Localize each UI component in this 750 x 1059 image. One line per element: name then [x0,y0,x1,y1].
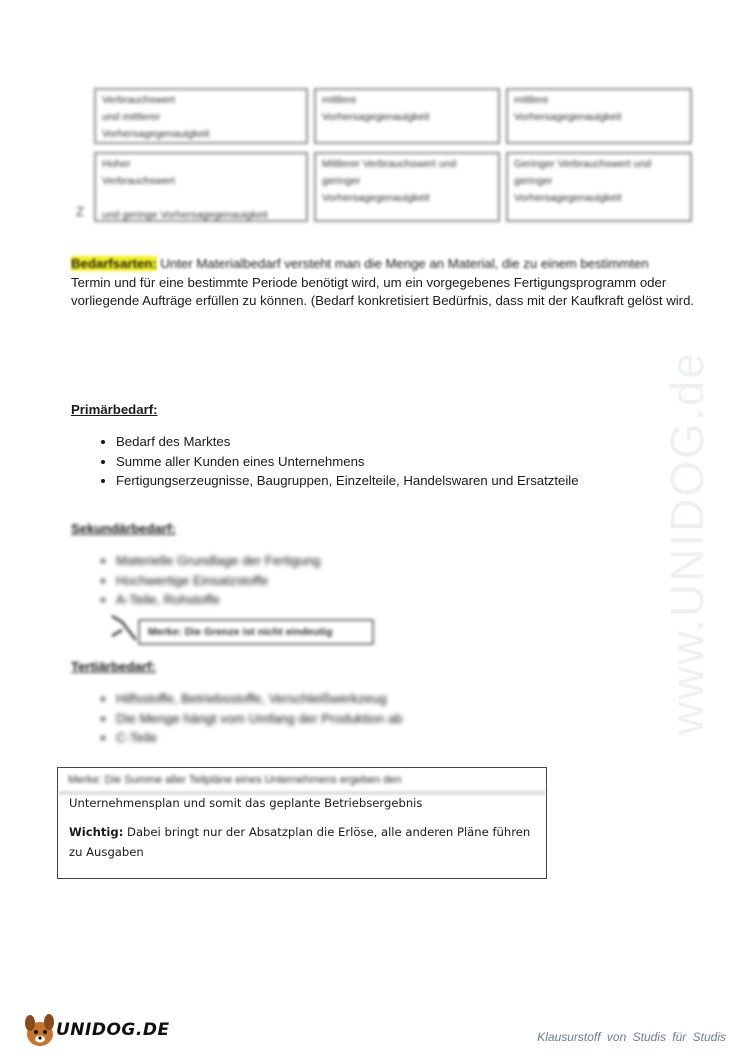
matrix-cell [94,152,308,222]
tertiaerbedarf-title: Tertiärbedarf: [71,659,156,674]
paragraph-body: Termin und für eine bestimmte Periode benötigt wird, um ein vorgegebenes Fertigungsprogramm oder vorliegende Aufträge erfüllen zu können. (Bedarf konkretisiert Bedürfnis, dass mit der Kaufkraft gelöst wird. [71,274,695,308]
list-item: • C-Teile [116,728,403,748]
matrix-cell-line: Vorhersagegenauigkeit [514,111,622,123]
wichtig-text [69,822,539,862]
matrix-cell-line: Mittlerer Verbrauchswert und [322,158,457,170]
bedarfsarten-paragraph [71,255,711,311]
merke-note-box: Merke: Die Grenze ist nicht eindeutig [138,619,374,645]
box-line-2: Unternehmensplan und somit das geplante Betriebsergebnis [69,796,423,810]
merke-line: Merke: Die Summe aller Teilpläne eines Unternehmens ergeben den [58,768,546,794]
matrix-cell-line: Vorhersagegenauigkeit [322,111,430,123]
matrix-cell-line [102,190,300,207]
row-marker: Z [76,204,84,219]
sekundaerbedarf-list [90,551,321,610]
list-item: • Hochwertige Einsatzstoffe [116,571,321,591]
list-item: • Materielle Grundlage der Fertigung [116,551,321,571]
tertiaerbedarf-list [90,689,403,748]
matrix-cell [506,88,692,144]
wichtig-label: Wichtig: [69,825,124,839]
list-item: • Die Menge hängt vom Umfang der Produktion ab [116,709,403,729]
matrix-cell-line: mittlere [514,94,549,106]
matrix-cell-line: und geringe Vorhersagegenauigkeit [102,209,268,221]
list-item: • Bedarf des Marktes [116,432,579,452]
list-item: • A-Teile, Rohstoffe [116,590,321,610]
matrix-cell-line: Verbrauchswert [102,175,175,187]
matrix-cell-line: geringer [322,175,361,187]
matrix-cell [94,88,308,144]
watermark: www.UNIDOG.de [661,351,713,735]
list-item: • Summe aller Kunden eines Unternehmens [116,452,579,472]
matrix-cell-line: Vorhersagegenauigkeit [102,128,210,140]
matrix-cell [506,152,692,222]
paragraph-first-line-text: Unter Materialbedarf versteht man die Menge an Material, die zu einem bestimmten [156,256,649,271]
list-item: • Fertigungserzeugnisse, Baugruppen, Einzelteile, Handelswaren und Ersatzteile [116,471,579,491]
list-item: • Hilfsstoffe, Betriebsstoffe, Verschleißwerkzeug [116,689,403,709]
primaerbedarf-list [90,432,579,491]
dog-mascot-icon [22,1010,58,1050]
matrix-cell-line: Verbrauchswert [102,94,175,106]
primaerbedarf-title: Primärbedarf: [71,402,158,417]
merke-wichtig-box [57,767,547,879]
highlighted-term: Bedarfsarten: [71,256,157,271]
sekundaerbedarf-title: Sekundärbedarf: [71,521,176,536]
footer-tagline: Klausurstoff von Studis für Studis [537,1030,726,1044]
matrix-cell-line: und mittlerer [102,111,161,123]
matrix-cell-line: Hoher [102,158,131,170]
matrix-cell [314,152,500,222]
matrix-cell-line: Geringer Verbrauchswert und [514,158,652,170]
matrix-cell-line: mittlere [322,94,357,106]
logo-text: UNIDOG.DE [56,1020,170,1040]
wichtig-body: Dabei bringt nur der Absatzplan die Erlöse, alle anderen Pläne führen zu Ausgaben [69,825,531,859]
matrix-cell-line: Vorhersagegenauigkeit [514,192,622,204]
matrix-cell-line: geringer [514,175,553,187]
paragraph-first-line [71,255,711,274]
matrix-cell-line: Vorhersagegenauigkeit [322,192,430,204]
matrix-cell [314,88,500,144]
